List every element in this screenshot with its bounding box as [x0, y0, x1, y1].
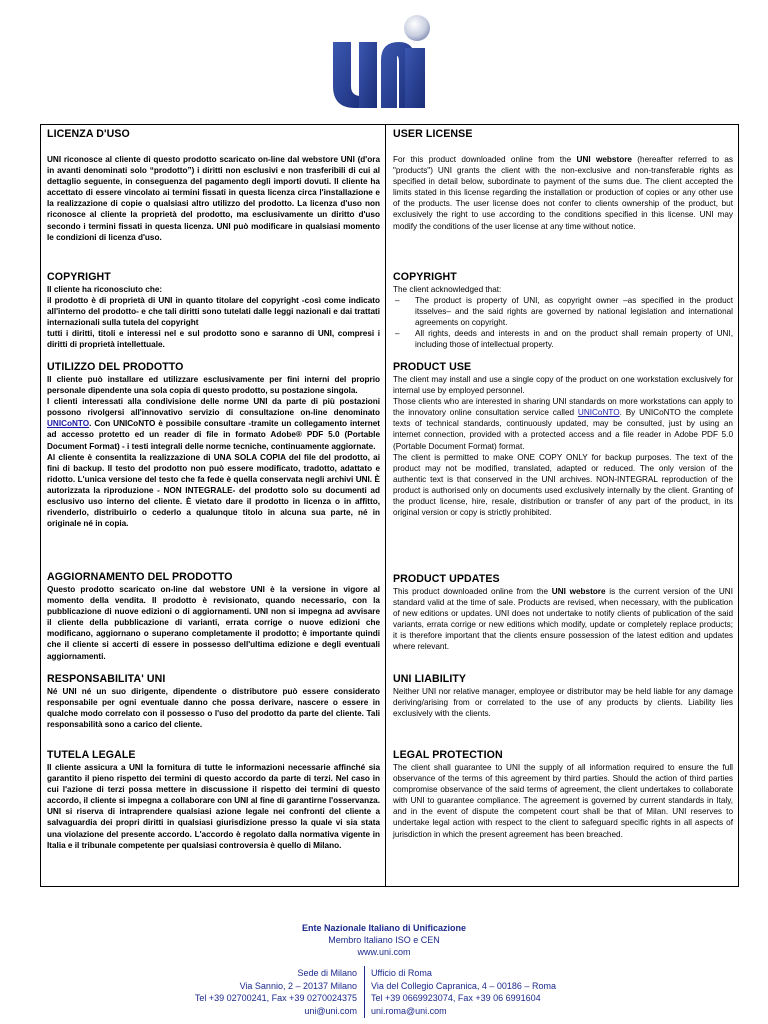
milano-address: Via Sannio, 2 – 20137 Milano [239, 980, 357, 991]
en-copyright-list [393, 295, 733, 350]
uni-logo [0, 12, 768, 122]
footer-separator [364, 966, 365, 1018]
milano-phone: Tel +39 02700241, Fax +39 0270024375 [194, 993, 357, 1004]
it-use-p2 [47, 396, 380, 451]
en-use-title: PRODUCT USE [393, 361, 472, 373]
it-updates-body: Questo prodotto scaricato on-line dal webstore UNI è la versione in vigore al momento della vendita. Il prodotto è revisionato, quando necessario, con la pubblicazione di nuove edizioni o di aggiornamenti. UNI non si impegna ad avvisare il cliente della pubblicazione di varianti, errata corrige o nuove edizioni che modificano, aggiornano o superano completamente il prodotto; è importante quindi che il cliente si accerti di essere in possesso dell'ultima edizione e degli eventuali aggiornamenti. [47, 585, 380, 661]
en-license-title: USER LICENSE [393, 128, 473, 140]
it-updates-title: AGGIORNAMENTO DEL PRODOTTO [47, 571, 233, 583]
en-use-p1: The client may install and use a single copy of the product on one workstation exclusively for internal use by employed personnel. [393, 375, 733, 396]
list-item: – All rights, deeds and interests in and on the product shall remain property of UNI, including those of intellectual property. [393, 328, 733, 350]
it-use-p1: Il cliente può installare ed utilizzare esclusivamente per fini interni del proprio personale dipendente una sola copia di questo prodotto, su postazione singola. [47, 375, 380, 396]
it-use-section [47, 361, 380, 529]
it-copyright-title: COPYRIGHT [47, 271, 111, 283]
en-copyright-title: COPYRIGHT [393, 271, 457, 283]
en-legal-body: The client shall guarantee to UNI the supply of all information required to ensure the full observance of the terms of this agreement by third parties. Should the action of third parties compromise observance of the said terms of agreement, the client undertakes to collaborate with UNI to guarantee compliance. The agreement is governed by current standards in Italy, and in the event of dispute the competent court shall be that of Milan. UNI reserves to undertake legal action with respect to the client to safeguard specific rights in all aspects of jurisdiction in which the present agreement has been breached. [393, 763, 733, 839]
it-legal-body: Il cliente assicura a UNI la fornitura di tutte le informazioni necessarie affinché sia garantito il pieno rispetto dei termini di questo accordo da parte di terzi. Nel caso in cui l'azione di terzi possa mettere in discussione il rispetto dei termini di questo accordo, il cliente si impegna a collaborare con UNI al fine di garantirne l'osservanza. UNI si riserva di intraprendere qualsiasi azione legale nei confronti del cliente a salvaguardia dei propri diritti in qualsiasi giurisdizione presso la quale vi sia stata una violazione del presente accordo. L'accordo è regolato dalla normativa vigente in Italia e il tribunale competente per qualsiasi controversia è quello di Milano. [47, 763, 380, 850]
en-updates-body [393, 586, 733, 653]
english-column [386, 125, 738, 886]
en-copyright-section [393, 271, 733, 351]
en-liability-body: Neither UNI nor relative manager, employee or distributor may be held liable for any damage deriving/arising from or correlated to the use of any products by clients. Liability lies exclusively with the clients. [393, 687, 733, 719]
en-updates-body-b: is the current version of the UNI standard valid at the time of sale. Products are revised, when necessary, with the publication of new editions or updates. UNI does not undertake to notify clients of publication of the said variants, errata corrige or new editions which modify, update or completely replace products; it is therefore important that the clients ensure possession of the latest edition and updates where relevant. [393, 587, 733, 652]
it-use-p3: Al cliente è consentita la realizzazione di UNA SOLA COPIA del file del prodotto, ai fini di backup. Il testo del prodotto non può essere modificato, tradotto, adattato e ridotto. L'unica versione del testo che fa fede è quella conservata negli archivi UNI. È autorizzata la riproduzione - NON INTEGRALE- del prodotto solo su documenti ad esclusivo uso interno del cliente. È vietato dare il prodotto in licenza o in affitto, rivenderlo, distribuirlo o cederlo a qualunque titolo in alcuna sua parte, né in originale né in copia. [47, 452, 380, 529]
it-use-title: UTILIZZO DEL PRODOTTO [47, 361, 184, 373]
it-license-body: UNI riconosce al cliente di questo prodotto scaricato on-line dal webstore UNI (d'ora in avanti denominati solo “prodotto”) i diritti non esclusivi e non trasferibili di cui al dettaglio seguente, in conseguenza del pagamento degli importi dovuti. Il cliente ha accettato di essere vincolato ai termini fissati in questa licenza circa l'installazione e la realizzazione di copie o qualsiasi altro utilizzo del prodotto. La licenza d'uso non riconosce al cliente la proprietà del prodotto, ma esclusivamente un diritto d'uso secondo i termini fissati in questa licenza. UNI può modificare in qualsiasi momento le condizioni di licenza d'uso. [47, 155, 380, 242]
milano-name: Sede di Milano [297, 968, 357, 978]
roma-address: Via del Collegio Capranica, 4 – 00186 – Roma [371, 980, 556, 991]
it-updates-section [47, 571, 380, 662]
en-use-p2 [393, 396, 733, 451]
en-updates-title: PRODUCT UPDATES [393, 573, 500, 585]
milano-email-link[interactable]: uni@uni.com [304, 1005, 357, 1016]
en-use-section [393, 361, 733, 518]
en-use-p3: The client is permitted to make ONE COPY ONLY for backup purposes. The text of the product may not be modified, translated, adapted or reduced. The only version of the authentic text is that conserved in the UNI archives. NON-INTEGRAL reproduction of the product is authorised only on documents used exclusively internally by the client. Granting of the product license, hire, resale, distribution or transfer of any part of the product, in its original version or copy is strictly prohibited. [393, 452, 733, 518]
en-license-webstore: UNI webstore [576, 155, 632, 164]
it-copyright-body: Il cliente ha riconosciuto che: il prodotto è di proprietà di UNI in quanto titolare del copyright -così come indicato all'interno del prodotto- e che tali diritti sono tutelati dalle leggi nazionali e dai trattati internazionali sulla tutela del copyright tutti i diritti, titoli e interessi nel e sul prodotto sono e saranno di UNI, compresi i diritti di proprietà intellettuale. [47, 285, 380, 350]
license-table [40, 124, 739, 887]
en-license-body [393, 154, 733, 232]
en-license-section [393, 128, 733, 232]
en-liability-section [393, 673, 733, 719]
it-liability-title: RESPONSABILITA' UNI [47, 673, 166, 685]
it-legal-section [47, 749, 380, 851]
it-uniconto-link[interactable]: UNICoNTO [47, 419, 90, 429]
list-item: – The product is property of UNI, as copyright owner –as specified in the product itsselves– and the said rights are governed by national legislation and international agreements on copyright. [393, 295, 733, 328]
it-license-section [47, 128, 380, 243]
it-liability-body: Né UNI né un suo dirigente, dipendente o distributore può essere considerato responsabile per ogni eventuale danno che possa derivare, nascere o essere in qualche modo correlato con il possesso o l'uso del prodotto da parte del cliente. Tali responsabilità sono a carico del cliente. [47, 687, 380, 730]
en-license-body-a: For this product downloaded online from the [393, 155, 577, 164]
en-license-body-b: (hereafter referred to as "products") UNI grants the client with the non-exclusive and non-transferable rights as specified in detail below, subordinate to payment of the sums due. The client accepted the limits stated in this license regarding the installation or production of copies or any other use of the products. The user license does not confer to clients ownership of the product, but exclusively the right to use according to the conditions specified in this license. UNI may modify the conditions of the user license at any time without notice. [393, 155, 733, 231]
en-use-p2a: Those clients who are interested in sharing UNI standards on more workstations can apply to the innovatory online consultation service called [393, 397, 733, 418]
it-use-p2a: I clienti interessati alla condivisione delle norme UNI da parte di più postazioni possono rivolgersi all'innovativo servizio di consultazione on-line denominato [47, 397, 380, 418]
it-liability-section [47, 673, 380, 730]
it-use-p2b: . Con UNICoNTO è possibile consultare -tramite un collegamento internet ad accesso protetto ed un reader di file in formato Adobe® PDF 5.0 (Portable Document Format) - i testi integrali delle norme tecniche, continuamente aggiornate. [47, 419, 380, 451]
en-legal-section [393, 749, 733, 840]
en-legal-title: LEGAL PROTECTION [393, 749, 503, 761]
footer-roma [371, 967, 556, 1017]
footer-member: Membro Italiano ISO e CEN [328, 935, 440, 945]
italian-column [41, 125, 385, 886]
roma-email-link[interactable]: uni.roma@uni.com [371, 1005, 447, 1016]
it-copyright-section [47, 271, 380, 351]
roma-phone: Tel +39 0669923074, Fax +39 06 6991604 [371, 993, 541, 1004]
en-updates-body-a: This product downloaded online from the [393, 587, 552, 596]
en-liability-title: UNI LIABILITY [393, 673, 467, 685]
footer-milano [195, 967, 357, 1017]
uni-logo-icon [329, 12, 439, 112]
en-updates-webstore: UNI webstore [551, 587, 606, 596]
en-use-p2b: . By UNICoNTO the complete texts of technical standards, continuously updated, may be consulted, just by using an internet connection, provided with a protected access and a file reader in Adobe PDF 5.0 (Portable Document Format) format. [393, 408, 733, 451]
en-updates-section [393, 573, 733, 653]
footer-header [0, 922, 768, 958]
footer-org: Ente Nazionale Italiano di Unificazione [301, 923, 467, 933]
footer-site-link[interactable]: www.uni.com [357, 947, 411, 957]
it-legal-title: TUTELA LEGALE [47, 749, 136, 761]
en-copyright-intro: The client acknowledged that: [393, 285, 502, 294]
roma-name: Ufficio di Roma [371, 968, 432, 978]
en-uniconto-link[interactable]: UNICoNTO [577, 408, 620, 418]
it-license-title: LICENZA D'USO [47, 128, 130, 140]
